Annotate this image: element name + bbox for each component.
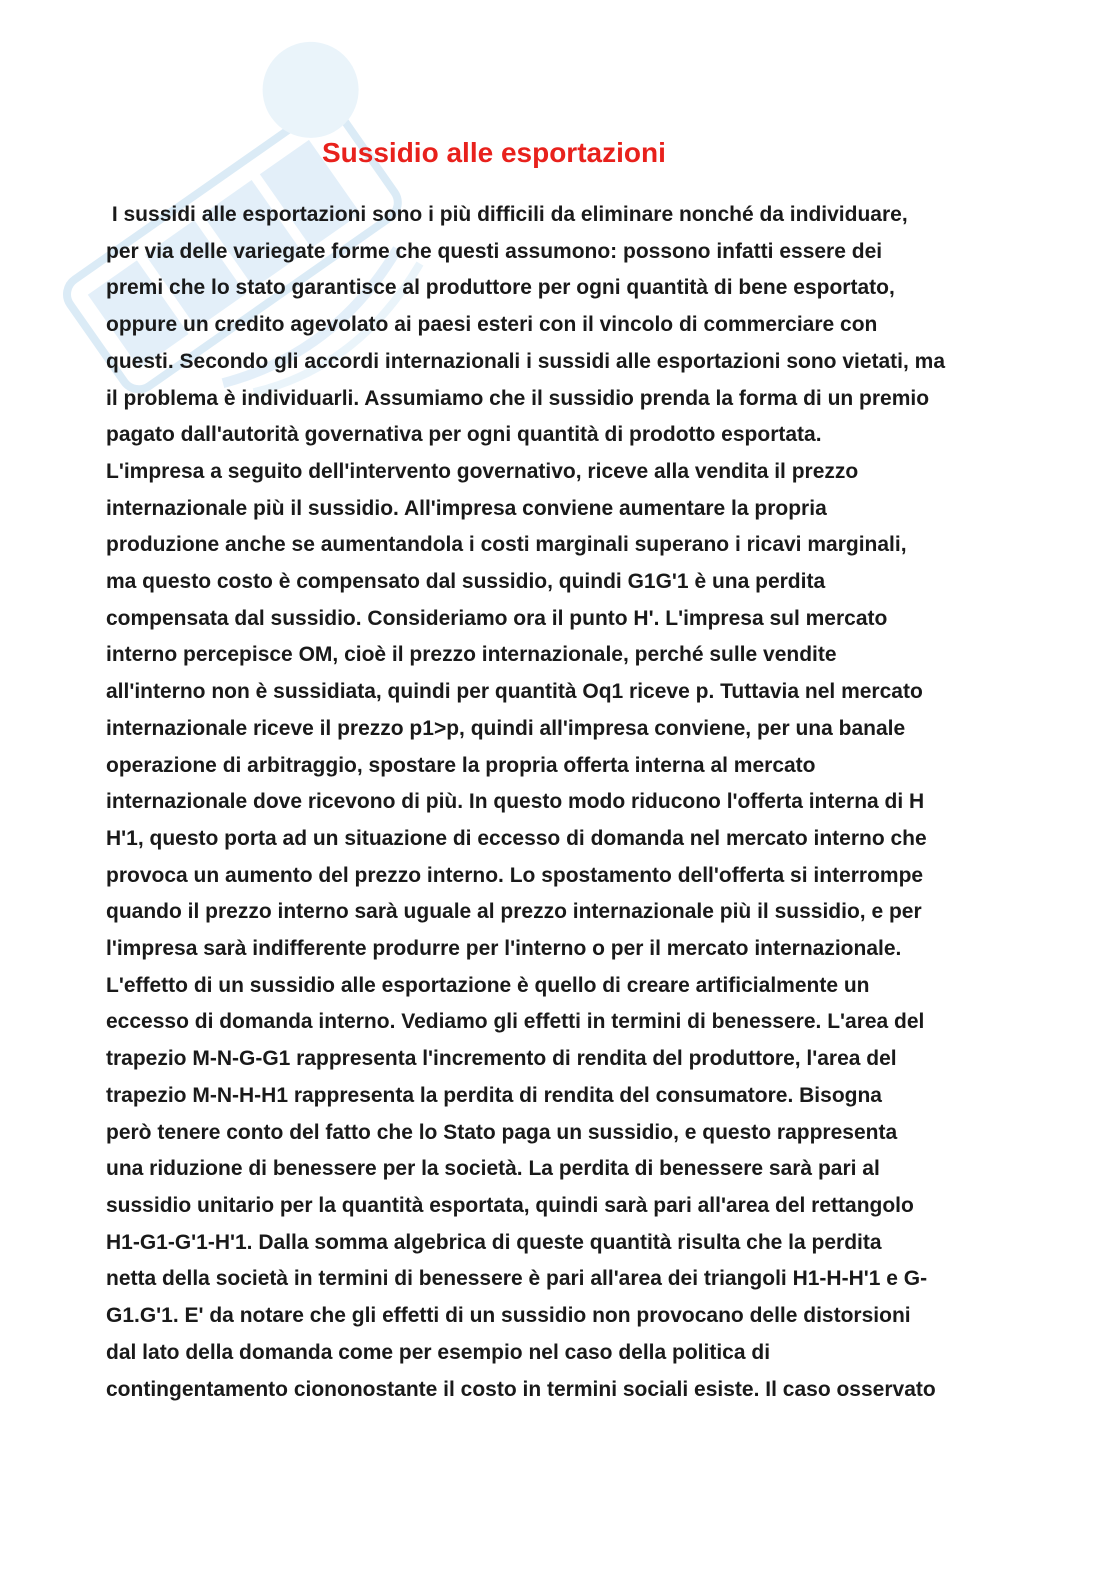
text-line: oppure un credito agevolato ai paesi esteri con il vincolo di commerciare con: [106, 313, 878, 337]
text-line: eccesso di domanda interno. Vediamo gli effetti in termini di benessere. L'area del: [106, 1010, 925, 1034]
text-line: ma questo costo è compensato dal sussidio, quindi G1G'1 è una perdita: [106, 570, 826, 594]
text-line: trapezio M-N-H-H1 rappresenta la perdita di rendita del consumatore. Bisogna: [106, 1083, 882, 1107]
document-body: [106, 197, 1018, 1408]
text-line: per via delle variegate forme che questi assumono: possono infatti essere dei: [106, 239, 883, 263]
text-line: H'1, questo porta ad un situazione di eccesso di domanda nel mercato interno che: [106, 826, 927, 850]
text-line: quando il prezzo interno sarà uguale al prezzo internazionale più il sussidio, e per: [106, 900, 922, 924]
text-line: internazionale riceve il prezzo p1>p, quindi all'impresa conviene, per una banale: [106, 716, 906, 740]
text-line: produzione anche se aumentandola i costi marginali superano i ricavi marginali,: [106, 533, 907, 557]
text-line: però tenere conto del fatto che lo Stato paga un sussidio, e questo rappresenta: [106, 1120, 898, 1144]
text-line: L'impresa a seguito dell'intervento governativo, riceve alla vendita il prezzo: [106, 459, 859, 483]
text-line: netta della società in termini di benessere è pari all'area dei triangoli H1-H-H'1 e G-: [106, 1267, 928, 1291]
text-line: operazione di arbitraggio, spostare la propria offerta interna al mercato: [106, 753, 816, 777]
text-line: trapezio M-N-G-G1 rappresenta l'incremento di rendita del produttore, l'area del: [106, 1047, 897, 1071]
document-title: Sussidio alle esportazioni: [322, 137, 666, 168]
text-line: premi che lo stato garantisce al produttore per ogni quantità di bene esportato,: [106, 276, 895, 300]
text-line: sussidio unitario per la quantità esportata, quindi sarà pari all'area del rettangolo: [106, 1193, 914, 1217]
text-line: internazionale dove ricevono di più. In questo modo riducono l'offerta interna di H: [106, 790, 925, 814]
text-line: internazionale più il sussidio. All'impresa conviene aumentare la propria: [106, 496, 827, 520]
text-line: compensata dal sussidio. Consideriamo ora il punto H'. L'impresa sul mercato: [106, 606, 888, 630]
text-line: H1-G1-G'1-H'1. Dalla somma algebrica di queste quantità risulta che la perdita: [106, 1230, 882, 1254]
text-line: all'interno non è sussidiata, quindi per quantità Oq1 riceve p. Tuttavia nel mercato: [106, 680, 923, 704]
text-line: una riduzione di benessere per la società. La perdita di benessere sarà pari al: [106, 1157, 880, 1181]
text-line: L'effetto di un sussidio alle esportazione è quello di creare artificialmente un: [106, 973, 870, 997]
text-line: questi. Secondo gli accordi internazionali i sussidi alle esportazioni sono vietati, ma: [106, 349, 946, 373]
text-line: G1.G'1. E' da notare che gli effetti di un sussidio non provocano delle distorsioni: [106, 1304, 911, 1328]
text-line: l'impresa sarà indifferente produrre per l'interno o per il mercato internazionale.: [106, 937, 902, 961]
text-line: interno percepisce OM, cioè il prezzo internazionale, perché sulle vendite: [106, 643, 837, 667]
text-line: il problema è individuarli. Assumiamo che il sussidio prenda la forma di un premio: [106, 386, 930, 410]
text-line: I sussidi alle esportazioni sono i più difficili da eliminare nonché da individuare,: [106, 203, 908, 226]
text-line: pagato dall'autorità governativa per ogni quantità di prodotto esportata.: [106, 423, 822, 447]
text-line: dal lato della domanda come per esempio nel caso della politica di: [106, 1340, 771, 1364]
text-line: provoca un aumento del prezzo interno. Lo spostamento dell'offerta si interrompe: [106, 863, 924, 887]
text-line: contingentamento ciononostante il costo in termini sociali esiste. Il caso osservato: [106, 1377, 936, 1401]
